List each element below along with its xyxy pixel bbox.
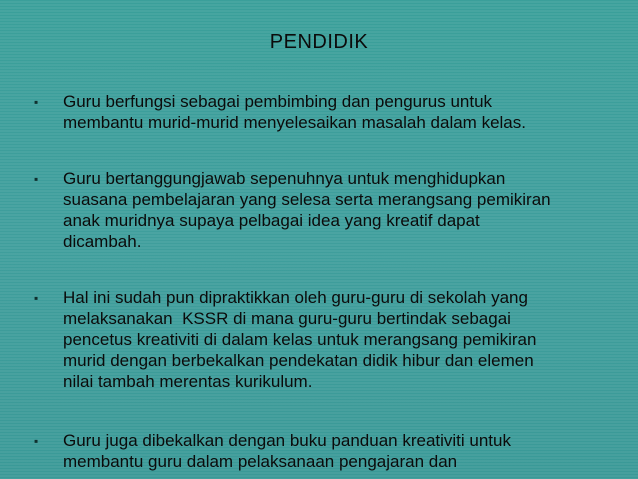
- bullet-text: [63, 168, 608, 252]
- bullet-line: dicambah.: [63, 232, 142, 251]
- square-bullet-icon: ▪: [34, 95, 39, 109]
- bullet-line: Guru juga dibekalkan dengan buku panduan kreativiti untuk: [63, 431, 511, 450]
- bullet-line: melaksanakan KSSR di mana guru-guru bertindak sebagai: [63, 309, 511, 328]
- square-bullet-icon: ▪: [34, 291, 39, 305]
- bullet-line: pencetus kreativiti di dalam kelas untuk merangsang pemikiran: [63, 330, 537, 349]
- slide-title: PENDIDIK: [269, 31, 369, 53]
- square-bullet-icon: ▪: [34, 172, 39, 186]
- bullet-text: [63, 287, 608, 392]
- bullet-line: Hal ini sudah pun dipraktikkan oleh guru-guru di sekolah yang: [63, 288, 528, 307]
- bullet-line: suasana pembelajaran yang selesa serta merangsang pemikiran: [63, 190, 551, 209]
- bullet-line: Guru berfungsi sebagai pembimbing dan pengurus untuk: [63, 92, 493, 111]
- bullet-line: membantu murid-murid menyelesaikan masalah dalam kelas.: [63, 113, 526, 132]
- bullet-line: Guru bertanggungjawab sepenuhnya untuk menghidupkan: [63, 169, 506, 188]
- bullet-text: [63, 91, 608, 133]
- bullet-line: membantu guru dalam pelaksanaan pengajaran dan: [63, 452, 458, 471]
- bullet-line: anak muridnya supaya pelbagai idea yang kreatif dapat: [63, 211, 480, 230]
- square-bullet-icon: ▪: [34, 434, 39, 448]
- bullet-text: [63, 430, 608, 472]
- bullet-line: nilai tambah merentas kurikulum.: [63, 372, 313, 391]
- bullet-line: murid dengan berbekalkan pendekatan didik hibur dan elemen: [63, 351, 534, 370]
